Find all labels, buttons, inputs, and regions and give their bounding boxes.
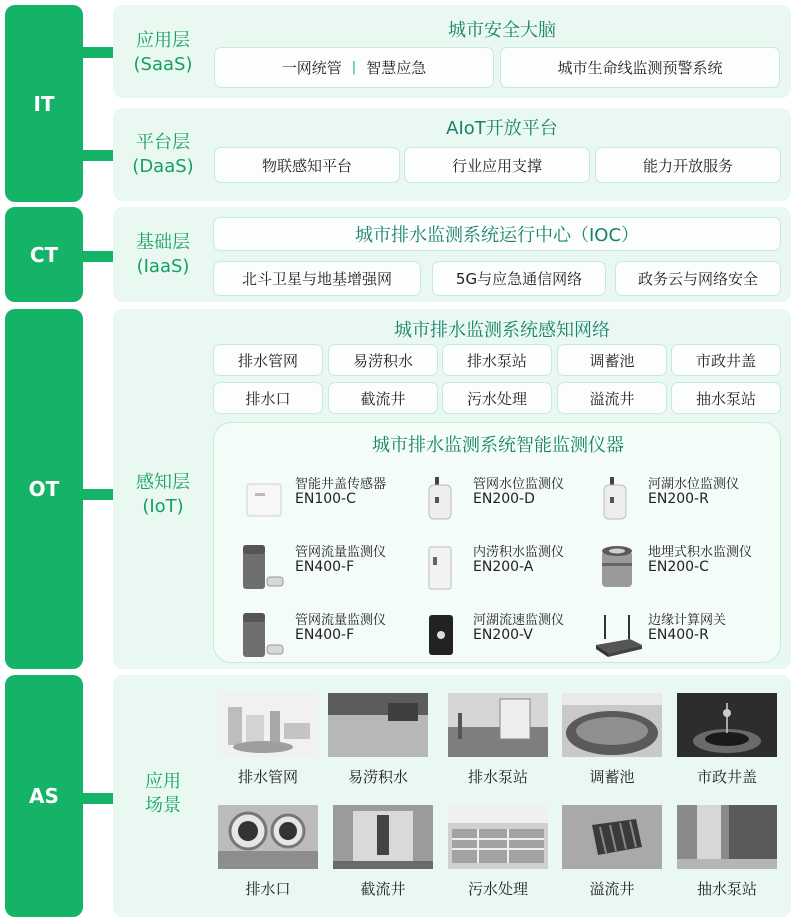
network-item: 调蓄池 — [557, 344, 667, 376]
device-card — [594, 537, 784, 593]
as-layer-label: 应用 场景 — [145, 771, 181, 816]
saas-layer-label: 应用层 (SaaS) — [133, 30, 193, 75]
flow-meter-icon — [241, 543, 291, 591]
sewage-treatment-photo — [448, 805, 548, 869]
tier-as — [5, 675, 83, 917]
scene-card — [328, 693, 428, 787]
antenna-cylinder-icon — [419, 475, 469, 523]
instrument-panel — [213, 422, 781, 663]
pipe-network-photo — [218, 693, 318, 757]
network-item: 溢流井 — [557, 382, 667, 414]
daas-box-iot-platform: 物联感知平台 — [214, 147, 400, 183]
tier-it — [5, 5, 83, 202]
device-name: 管网流量监测仪 — [295, 545, 387, 560]
drainage-pump-photo — [677, 805, 777, 869]
scene-card — [218, 693, 318, 787]
tier-ct — [5, 207, 83, 302]
daas-title: AIoT开放平台 — [446, 118, 558, 139]
network-item: 排水泵站 — [442, 344, 552, 376]
connector-iaas — [83, 251, 114, 262]
iaas-title-box — [213, 217, 781, 251]
scene-label: 污水处理 — [467, 880, 528, 898]
device-code: EN200-C — [648, 559, 709, 575]
device-name: 管网水位监测仪 — [473, 477, 565, 492]
device-code: EN400-F — [295, 559, 355, 575]
device-name: 地埋式积水监测仪 — [648, 545, 753, 560]
scene-label: 市政井盖 — [696, 768, 757, 786]
device-code: EN200-A — [473, 559, 534, 575]
device-card — [241, 469, 431, 525]
scene-label: 排水管网 — [237, 768, 298, 786]
device-card — [419, 469, 609, 525]
iaas-title: 城市排水监测系统运行中心（IOC） — [354, 225, 640, 246]
interception-well-photo — [333, 805, 433, 869]
daas-layer-label: 平台层 (DaaS) — [132, 132, 194, 177]
iaas-layer-label: 基础层 (IaaS) — [136, 232, 190, 277]
scene-card — [677, 805, 777, 899]
instrument-title: 城市排水监测系统智能监测仪器 — [372, 435, 624, 456]
device-code: EN200-R — [648, 491, 709, 507]
scene-card — [333, 805, 433, 899]
device-name: 智能井盖传感器 — [295, 477, 387, 492]
iaas-box-5g: 5G与应急通信网络 — [432, 261, 606, 296]
as-panel — [113, 675, 791, 917]
buried-cylinder-icon — [594, 543, 644, 591]
tier-ct-label: CT — [29, 242, 59, 267]
network-item: 截流井 — [328, 382, 438, 414]
device-card — [419, 537, 609, 593]
network-item: 市政井盖 — [671, 344, 781, 376]
device-card — [241, 537, 431, 593]
iaas-box-beidou: 北斗卫星与地基增强网 — [213, 261, 421, 296]
device-code: EN200-D — [473, 491, 535, 507]
scene-label: 抽水泵站 — [696, 880, 757, 898]
scene-card — [677, 693, 777, 787]
device-name: 河湖流速监测仪 — [473, 613, 565, 628]
device-name: 河湖水位监测仪 — [648, 477, 740, 492]
connector-as — [83, 793, 114, 804]
scene-label: 排水口 — [245, 880, 291, 898]
network-item: 排水管网 — [213, 344, 323, 376]
tier-as-label: AS — [29, 784, 59, 808]
connector-iot — [83, 489, 114, 500]
device-card — [241, 605, 431, 661]
pump-station-photo — [448, 693, 548, 757]
device-name: 管网流量监测仪 — [295, 613, 387, 628]
device-code: EN100-C — [295, 491, 356, 507]
scene-label: 调蓄池 — [589, 768, 635, 786]
white-cabinet-icon — [419, 543, 469, 591]
outfall-photo — [218, 805, 318, 869]
device-card — [594, 605, 784, 661]
overflow-well-photo — [562, 805, 662, 869]
daas-panel — [113, 108, 791, 201]
network-item: 抽水泵站 — [671, 382, 781, 414]
router-gateway-icon — [594, 611, 644, 659]
tier-it-label: IT — [33, 91, 55, 116]
daas-box-industry-support: 行业应用支撑 — [404, 147, 590, 183]
scene-card — [562, 693, 662, 787]
device-code: EN400-R — [648, 627, 709, 643]
flow-meter-icon — [241, 611, 291, 659]
manhole-cover-photo — [677, 693, 777, 757]
tier-ot-label: OT — [28, 477, 60, 501]
waterlogging-photo — [328, 693, 428, 757]
saas-box-lifeline: 城市生命线监测预警系统 — [500, 47, 780, 88]
antenna-cylinder-icon — [594, 475, 644, 523]
device-card — [594, 469, 784, 525]
scene-card — [448, 693, 548, 787]
daas-box-open-services: 能力开放服务 — [595, 147, 781, 183]
device-code: EN400-F — [295, 627, 355, 643]
iot-layer-label: 感知层 (IoT) — [136, 472, 190, 517]
device-card — [419, 605, 609, 661]
network-item: 排水口 — [213, 382, 323, 414]
device-name: 内涝积水监测仪 — [473, 545, 565, 560]
saas-box-unified-mgmt: 一网统管 | 智慧应急 — [214, 47, 494, 88]
connector-saas — [83, 47, 114, 58]
scene-label: 截流井 — [360, 880, 406, 898]
device-name: 边缘计算网关 — [648, 613, 727, 628]
storage-tank-photo — [562, 693, 662, 757]
iot-network-title: 城市排水监测系统感知网络 — [394, 320, 610, 341]
saas-title: 城市安全大脑 — [448, 20, 556, 41]
scene-label: 易涝积水 — [347, 768, 408, 786]
scene-label: 排水泵站 — [467, 768, 528, 786]
tier-ot — [5, 309, 83, 669]
network-item: 易涝积水 — [328, 344, 438, 376]
black-cabinet-icon — [419, 611, 469, 659]
iaas-box-gov-cloud: 政务云与网络安全 — [615, 261, 781, 296]
scene-card — [218, 805, 318, 899]
iot-panel — [113, 309, 791, 669]
device-code: EN200-V — [473, 627, 533, 643]
scene-label: 溢流井 — [589, 880, 635, 898]
saas-panel — [113, 5, 791, 98]
network-item: 污水处理 — [442, 382, 552, 414]
white-box-sensor-icon — [241, 475, 291, 523]
scene-card — [562, 805, 662, 899]
scene-card — [448, 805, 548, 899]
connector-daas — [83, 150, 114, 161]
iaas-panel — [113, 207, 791, 302]
